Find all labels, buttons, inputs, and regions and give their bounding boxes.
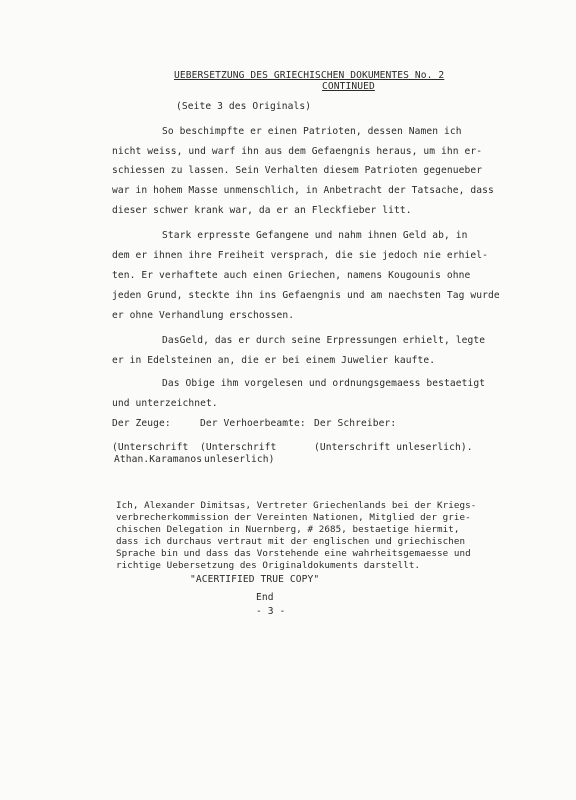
paragraph-line: er in Edelsteinen an, die er bei einem Juwelier kaufte. [112, 355, 436, 366]
paragraph-line: er ohne Verhandlung erschossen. [112, 310, 295, 321]
interrogator-signature: (Unterschrift [200, 442, 277, 453]
paragraph-line: So beschimpfte er einen Patrioten, dessen Namen ich [162, 126, 462, 137]
paragraph-line: nicht weiss, und warf ihn aus dem Gefaengnis heraus, um ihn er- [112, 146, 483, 157]
certification-line: chischen Delegation in Nuernberg, # 2685, bestaetige hiermit, [116, 524, 460, 535]
witness-signature: (Unterschrift [112, 442, 189, 453]
paragraph-line: Stark erpresste Gefangene und nahm ihnen Geld ab, in [162, 230, 468, 241]
certification-line: Sprache bin und dass das Vorstehende eine wahrheitsgemaesse und [116, 548, 471, 559]
paragraph-line: ten. Er verhaftete auch einen Griechen, namens Kougounis ohne [112, 270, 471, 281]
paragraph-line: dieser schwer krank war, da er an Fleckfieber litt. [112, 205, 412, 216]
paragraph-line: Das Obige ihm vorgelesen und ordnungsgemaess bestaetigt [162, 378, 486, 389]
certification-line: richtige Uebersetzung des Originaldokuments darstellt. [116, 560, 421, 571]
certification-line: dass ich durchaus vertraut mit der englischen und griechischen [116, 536, 466, 547]
witness-signature-name: Athan.Karamanos [114, 454, 203, 465]
witness-label: Der Zeuge: [112, 418, 171, 429]
end-mark: End [256, 592, 274, 603]
interrogator-signature-note: unleserlich) [204, 454, 275, 465]
paragraph-line: DasGeld, das er durch seine Erpressungen erhielt, legte [162, 335, 486, 346]
document-title: UEBERSETZUNG DES GRIECHISCHEN DOKUMENTES No. 2 [174, 70, 445, 81]
original-page-reference: (Seite 3 des Originals) [176, 101, 312, 112]
clerk-signature: (Unterschrift unleserlich). [314, 442, 473, 453]
clerk-label: Der Schreiber: [314, 418, 397, 429]
page-number: - 3 - [256, 606, 286, 617]
certification-line: verbrecherkommission der Vereinten Nationen, Mitglied der grie- [116, 512, 471, 523]
paragraph-line: war in hohem Masse unmenschlich, in Anbetracht der Tatsache, dass [112, 185, 494, 196]
paragraph-line: dem er ihnen ihre Freiheit versprach, die sie jedoch nie erhiel- [112, 250, 489, 261]
paragraph-line: schiessen zu lassen. Sein Verhalten diesem Patrioten gegenueber [112, 165, 483, 176]
certified-copy-stamp: "ACERTIFIED TRUE COPY" [190, 574, 320, 585]
paragraph-line: jeden Grund, steckte ihn ins Gefaengnis und am naechsten Tag wurde [112, 290, 500, 301]
document-title-continued: CONTINUED [322, 81, 375, 92]
paragraph-line: und unterzeichnet. [112, 398, 218, 409]
interrogator-label: Der Verhoerbeamte: [200, 418, 306, 429]
certification-line: Ich, Alexander Dimitsas, Vertreter Griechenlands bei der Kriegs- [116, 500, 477, 511]
